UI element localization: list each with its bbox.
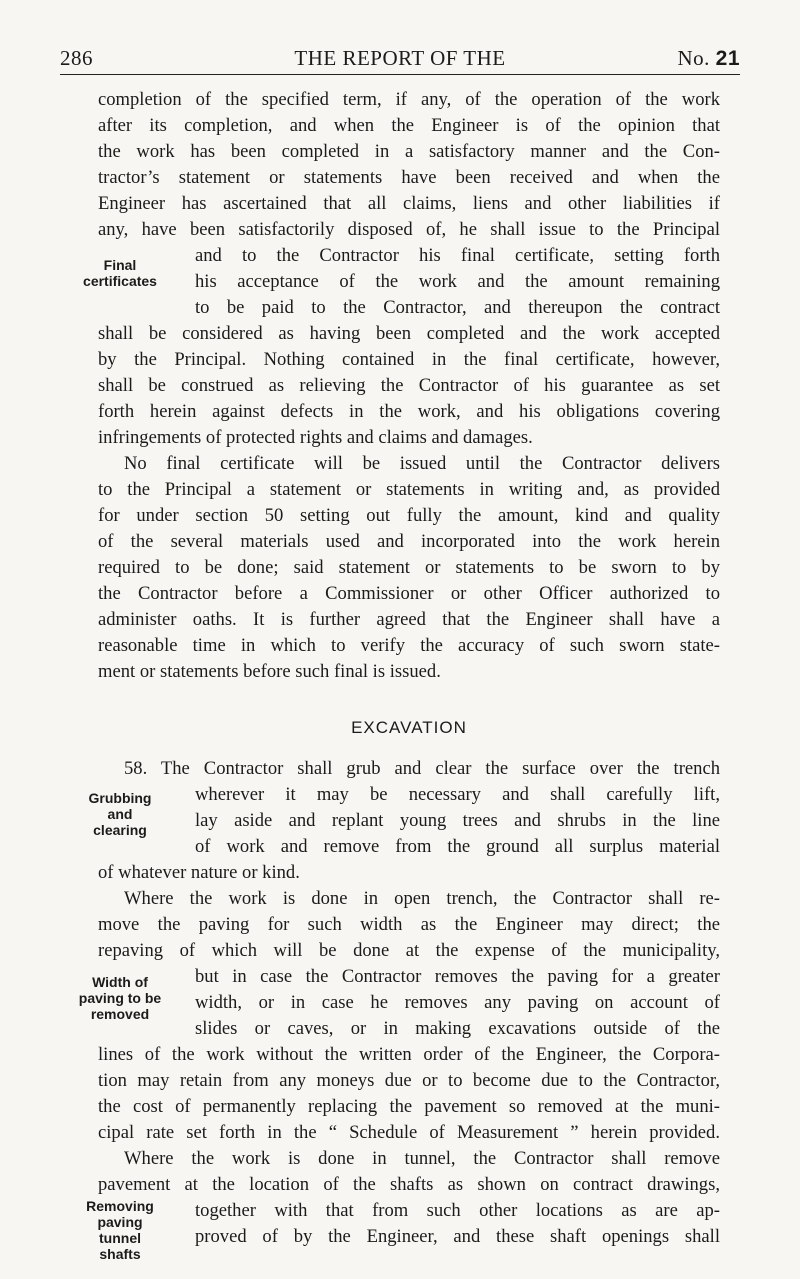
text-line: width, or in case he removes any paving on account of <box>195 992 720 1013</box>
text-line: pavement at the location of the shafts as shown on contract drawings, <box>98 1174 720 1195</box>
text-line: ment or statements before such final is issued. <box>98 661 441 682</box>
text-line: proved of by the Engineer, and these shaft openings shall <box>195 1226 720 1247</box>
sidenote-line: paving <box>97 1214 143 1230</box>
sidenote-final-certificates <box>60 257 180 289</box>
text-line: shall be considered as having been completed and the work accepted <box>98 323 720 344</box>
text-line: tion may retain from any moneys due or to become due to the Contractor, <box>98 1070 720 1091</box>
text-line: No final certificate will be issued until the Contractor delivers <box>124 453 720 474</box>
text-line: tractor’s statement or statements have been received and when the <box>98 167 720 188</box>
text-line: for under section 50 setting out fully the amount, kind and quality <box>98 505 720 526</box>
sidenote-line: Final <box>103 257 137 273</box>
text-line: lines of the work without the written order of the Engineer, the Corpora- <box>98 1044 720 1065</box>
text-line: by the Principal. Nothing contained in the final certificate, however, <box>98 349 720 370</box>
text-line: of work and remove from the ground all surplus material <box>195 836 720 857</box>
text-line: completion of the specified term, if any, of the operation of the work <box>98 89 720 110</box>
issue-label: No. <box>677 46 710 70</box>
text-line: to the Principal a statement or statements in writing and, as provided <box>98 479 720 500</box>
text-line: but in case the Contractor removes the paving for a greater <box>195 966 720 987</box>
sidenote-width-paving <box>60 974 180 1022</box>
sidenote-line: clearing <box>93 822 147 838</box>
text-line: of whatever nature or kind. <box>98 862 300 883</box>
text-line: Engineer has ascertained that all claims, liens and other liabilities if <box>98 193 720 214</box>
text-line: together with that from such other locations as are ap- <box>195 1200 720 1221</box>
text-line: to be paid to the Contractor, and thereupon the contract <box>195 297 720 318</box>
text-line: the Contractor before a Commissioner or other Officer authorized to <box>98 583 720 604</box>
text-line: cipal rate set forth in the “ Schedule of Measurement ” herein provided. <box>98 1122 720 1143</box>
text-line: infringements of protected rights and claims and damages. <box>98 427 533 448</box>
sidenote-line: removed <box>90 1006 150 1022</box>
text-line: repaving of which will be done at the expense of the municipality, <box>98 940 720 961</box>
text-line: after its completion, and when the Engineer is of the opinion that <box>98 115 720 136</box>
sidenote-line: paving to be <box>78 990 162 1006</box>
text-line: forth herein against defects in the work, and his obligations covering <box>98 401 720 422</box>
text-line: his acceptance of the work and the amount remaining <box>195 271 720 292</box>
sidenote-line: Width of <box>92 974 148 990</box>
text-line: of the several materials used and incorporated into the work herein <box>98 531 720 552</box>
text-line: required to be done; said statement or statements to be sworn to by <box>98 557 720 578</box>
section-heading: EXCAVATION <box>351 718 467 737</box>
sidenote-line: and <box>107 806 133 822</box>
text-line: the cost of permanently replacing the pavement so removed at the muni- <box>98 1096 720 1117</box>
text-line: and to the Contractor his final certificate, setting forth <box>195 245 720 266</box>
text-line: reasonable time in which to verify the accuracy of such sworn state- <box>98 635 720 656</box>
issue-value: 21 <box>715 47 740 70</box>
text-line: move the paving for such width as the Engineer may direct; the <box>98 914 720 935</box>
sidenote-removing-paving <box>60 1198 180 1262</box>
text-line: wherever it may be necessary and shall carefully lift, <box>195 784 720 805</box>
text-line: lay aside and replant young trees and shrubs in the line <box>195 810 720 831</box>
sidenote-line: shafts <box>99 1246 141 1262</box>
sidenote-line: Grubbing <box>88 790 152 806</box>
page-number: 286 <box>60 46 93 70</box>
issue-number <box>677 46 740 71</box>
text-line: any, have been satisfactorily disposed of, he shall issue to the Principal <box>98 219 720 240</box>
running-title: THE REPORT OF THE <box>294 46 506 70</box>
page-header <box>60 40 740 75</box>
sidenote-line: Removing <box>86 1198 154 1214</box>
text-line: Where the work is done in open trench, the Contractor shall re- <box>124 888 720 909</box>
text-line: the work has been completed in a satisfactory manner and the Con- <box>98 141 720 162</box>
sidenote-line: certificates <box>83 273 157 289</box>
sidenote-line: tunnel <box>99 1230 141 1246</box>
text-line: administer oaths. It is further agreed that the Engineer shall have a <box>98 609 720 630</box>
text-line: 58. The Contractor shall grub and clear the surface over the trench <box>124 758 720 779</box>
text-line: slides or caves, or in making excavations outside of the <box>195 1018 720 1039</box>
text-line: shall be construed as relieving the Contractor of his guarantee as set <box>98 375 720 396</box>
text-line: Where the work is done in tunnel, the Contractor shall remove <box>124 1148 720 1169</box>
sidenote-grubbing <box>60 790 180 838</box>
